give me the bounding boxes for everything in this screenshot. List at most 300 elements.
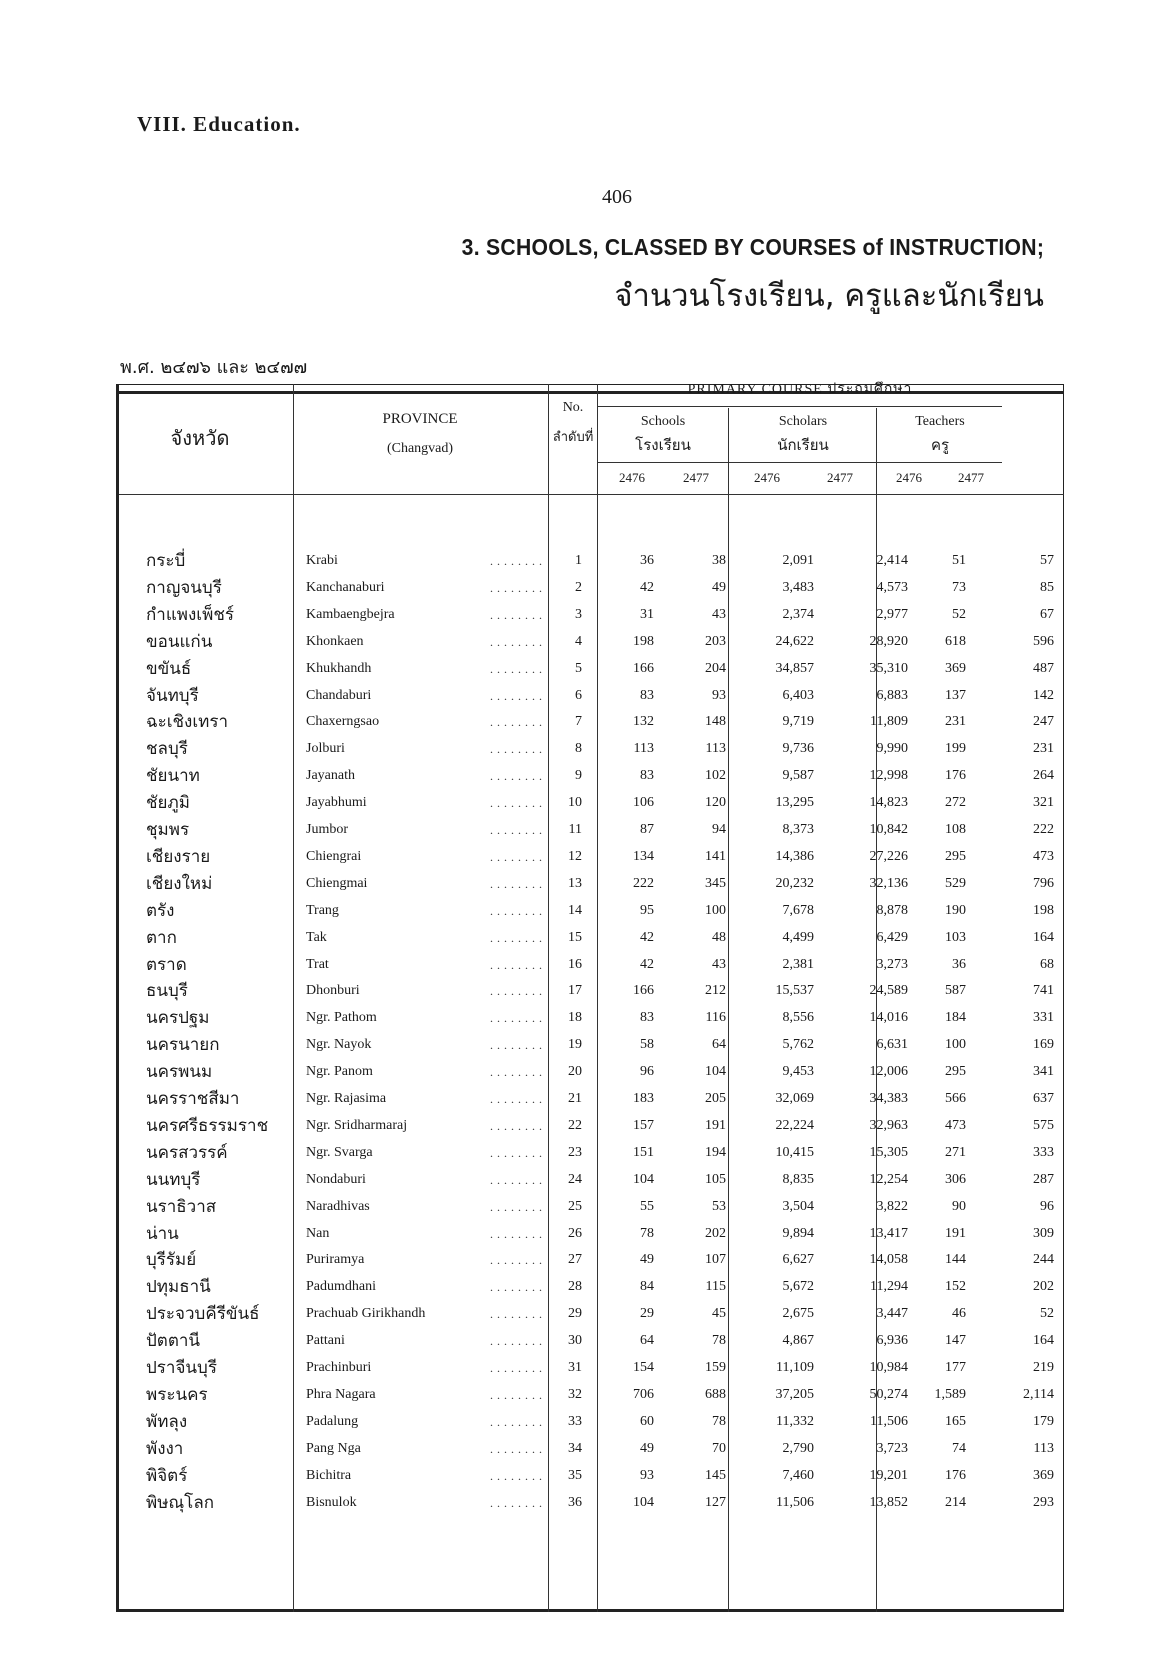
province-thai: นครพนม (146, 1062, 213, 1083)
page-number: 406 (602, 186, 632, 208)
row-number: 15 (568, 929, 582, 945)
cell-value: 22,224 (775, 1117, 814, 1133)
table-row (116, 1274, 1064, 1301)
province-name: Chiengmai (306, 875, 368, 891)
leader-dots: ........ (490, 876, 546, 891)
header-schools: Schools (640, 414, 686, 429)
cell-value: 244 (1033, 1252, 1054, 1268)
cell-value: 113 (633, 741, 654, 757)
cell-value: 2,091 (782, 553, 814, 568)
cell-value: 43 (712, 606, 726, 622)
cell-value: 369 (945, 660, 966, 676)
cell-value: 637 (1033, 1091, 1054, 1106)
cell-value: 83 (640, 1010, 654, 1026)
province-name: Jolburi (306, 741, 345, 757)
province-name: Bichitra (306, 1467, 352, 1483)
cell-value: 222 (1033, 822, 1054, 837)
province-thai: ชลบุรี (146, 739, 188, 760)
leader-dots: ........ (490, 715, 546, 730)
cell-value: 134 (633, 848, 654, 864)
row-number: 32 (568, 1386, 582, 1402)
table-row (116, 1409, 1064, 1436)
cell-value: 157 (633, 1117, 654, 1133)
cell-value: 70 (712, 1440, 726, 1456)
cell-value: 231 (945, 714, 966, 730)
row-number: 10 (568, 795, 582, 811)
province-thai: นครปฐม (146, 1008, 210, 1029)
leader-dots: ........ (490, 607, 546, 622)
province-name: Ngr. Svarga (306, 1144, 373, 1160)
cell-value: 100 (705, 902, 726, 918)
row-number: 14 (568, 902, 582, 918)
province-name: Nan (306, 1225, 330, 1241)
cell-value: 24,622 (775, 633, 814, 649)
cell-value: 34,383 (869, 1091, 908, 1106)
header-year: 2477 (827, 470, 853, 485)
cell-value: 176 (945, 1467, 966, 1483)
province-thai: จันทบุรี (146, 685, 199, 706)
leader-dots: ........ (490, 1118, 546, 1133)
province-name: Ngr. Nayok (306, 1037, 372, 1053)
row-number: 4 (575, 633, 582, 649)
table-row (116, 952, 1064, 979)
row-number: 5 (575, 660, 582, 676)
cell-value: 331 (1033, 1010, 1054, 1026)
cell-value: 113 (1033, 1440, 1054, 1456)
cell-value: 166 (633, 983, 654, 999)
row-number: 34 (568, 1440, 582, 1456)
province-thai: ปัตตานี (146, 1331, 201, 1352)
province-name: Ngr. Sridharmaraj (306, 1117, 408, 1133)
leader-dots: ........ (490, 1226, 546, 1241)
cell-value: 2,114 (1023, 1386, 1054, 1402)
province-name: Jayabhumi (306, 795, 367, 811)
cell-value: 369 (1033, 1467, 1054, 1483)
leader-dots: ........ (490, 1280, 546, 1295)
row-number: 20 (568, 1064, 582, 1080)
cell-value: 6,627 (782, 1252, 814, 1268)
province-thai: ปราจีนบุรี (146, 1358, 217, 1378)
cell-value: 3,447 (876, 1306, 908, 1322)
cell-value: 36 (952, 956, 966, 972)
cell-value: 145 (705, 1467, 726, 1483)
cell-value: 105 (705, 1171, 726, 1187)
cell-value: 100 (945, 1037, 966, 1053)
cell-value: 214 (945, 1494, 966, 1510)
province-thai: ประจวบคีรีขันธ์ (146, 1304, 260, 1325)
cell-value: 5,672 (782, 1279, 814, 1295)
cell-value: 191 (945, 1225, 966, 1241)
table-row (116, 817, 1064, 844)
cell-value: 529 (945, 875, 966, 891)
cell-value: 57 (1040, 553, 1054, 568)
table-row (116, 548, 1064, 575)
leader-dots: ........ (490, 1495, 546, 1510)
cell-value: 103 (945, 929, 966, 945)
table-row (116, 656, 1064, 683)
leader-dots: ........ (490, 554, 546, 568)
table-row (116, 898, 1064, 925)
cell-value: 183 (633, 1091, 654, 1106)
header-year: 2477 (958, 470, 984, 485)
table-row (116, 602, 1064, 629)
province-name: Chaxerngsao (306, 714, 380, 730)
cell-value: 10,842 (869, 822, 908, 837)
table-row (116, 1005, 1064, 1032)
cell-value: 4,499 (782, 929, 814, 945)
table-row (116, 1113, 1064, 1140)
cell-value: 148 (705, 714, 726, 730)
table-row (116, 790, 1064, 817)
province-thai: ปทุมธานี (146, 1277, 211, 1298)
header-thai-province: จังหวัด (170, 426, 230, 450)
header-teachers: Teachers (915, 414, 965, 429)
province-name: Nondaburi (306, 1171, 366, 1187)
cell-value: 83 (640, 768, 654, 784)
cell-value: 6,403 (782, 687, 814, 703)
table-row (116, 978, 1064, 1005)
cell-value: 29 (640, 1306, 654, 1322)
row-number: 17 (568, 983, 582, 999)
cell-value: 4,867 (782, 1333, 814, 1349)
leader-dots: ........ (490, 957, 546, 972)
leader-dots: ........ (490, 823, 546, 837)
cell-value: 116 (705, 1010, 726, 1026)
province-thai: กาญจนบุรี (146, 577, 222, 598)
province-thai: ขอนแก่น (146, 631, 213, 652)
leader-dots: ........ (490, 580, 546, 595)
cell-value: 4,573 (876, 579, 908, 595)
cell-value: 15,305 (869, 1144, 908, 1160)
cell-value: 6,883 (876, 687, 908, 703)
leader-dots: ........ (490, 984, 546, 999)
cell-value: 202 (1033, 1279, 1054, 1295)
row-number: 8 (575, 741, 582, 757)
cell-value: 27,226 (869, 848, 908, 864)
leader-dots: ........ (490, 1172, 546, 1187)
cell-value: 24,589 (869, 983, 908, 999)
row-number: 16 (568, 956, 582, 972)
leader-dots: ........ (490, 1468, 546, 1483)
table-row (116, 1086, 1064, 1113)
header-province: PROVINCE (382, 411, 458, 427)
cell-value: 120 (705, 795, 726, 811)
cell-value: 42 (640, 579, 654, 595)
cell-value: 78 (712, 1333, 726, 1349)
cell-value: 11,506 (870, 1413, 908, 1429)
province-name: Bisnulok (306, 1494, 357, 1510)
cell-value: 1,589 (934, 1386, 966, 1402)
province-name: Naradhivas (306, 1198, 370, 1214)
cell-value: 202 (705, 1225, 726, 1241)
province-thai: พัทลุง (146, 1411, 188, 1432)
cell-value: 141 (705, 848, 726, 864)
cell-value: 113 (705, 741, 726, 757)
table-row (116, 1301, 1064, 1328)
cell-value: 106 (633, 795, 654, 811)
table-row (116, 1490, 1064, 1517)
cell-value: 9,894 (782, 1225, 814, 1241)
table-row (116, 1463, 1064, 1490)
cell-value: 32,069 (775, 1091, 814, 1106)
cell-value: 132 (633, 714, 654, 730)
cell-value: 43 (712, 956, 726, 972)
province-thai: นราธิวาส (146, 1196, 217, 1217)
row-number: 26 (568, 1225, 582, 1241)
province-thai: บุรีรัมย์ (146, 1250, 197, 1271)
leader-dots: ........ (490, 1253, 546, 1268)
cell-value: 11,809 (870, 714, 908, 730)
cell-value: 20,232 (775, 875, 814, 891)
cell-value: 2,414 (876, 553, 908, 568)
leader-dots: ........ (490, 1441, 546, 1456)
cell-value: 38 (712, 553, 726, 568)
province-thai: ชัยภูมิ (146, 793, 190, 814)
cell-value: 64 (640, 1333, 654, 1349)
cell-value: 741 (1033, 983, 1054, 999)
row-number: 1 (575, 553, 582, 568)
cell-value: 90 (952, 1198, 966, 1214)
cell-value: 50,274 (869, 1386, 908, 1402)
cell-value: 8,878 (876, 902, 908, 918)
row-number: 25 (568, 1198, 582, 1214)
table-row (116, 1059, 1064, 1086)
cell-value: 74 (952, 1440, 966, 1456)
province-name: Tak (306, 929, 327, 945)
table-row (116, 736, 1064, 763)
cell-value: 345 (705, 875, 726, 891)
province-thai: ขขันธ์ (146, 658, 192, 679)
cell-value: 169 (1033, 1037, 1054, 1053)
cell-value: 64 (712, 1037, 726, 1053)
header-rule (119, 494, 1064, 495)
cell-value: 115 (705, 1279, 726, 1295)
table-row (116, 925, 1064, 952)
cell-value: 93 (712, 687, 726, 703)
cell-value: 87 (640, 822, 654, 837)
cell-value: 9,719 (782, 714, 814, 730)
row-number: 18 (568, 1010, 582, 1026)
cell-value: 96 (1040, 1198, 1054, 1214)
leader-dots: ........ (490, 769, 546, 784)
cell-value: 3,822 (876, 1198, 908, 1214)
table-row (116, 1382, 1064, 1409)
cell-value: 154 (633, 1360, 654, 1375)
row-number: 13 (568, 875, 582, 891)
cell-value: 34,857 (775, 660, 814, 676)
cell-value: 309 (1033, 1225, 1054, 1241)
province-thai: เชียงใหม่ (146, 873, 213, 894)
year-note: พ.ศ. ๒๔๗๖ และ ๒๔๗๗ (120, 357, 308, 378)
cell-value: 42 (640, 956, 654, 972)
header-scholars: Scholars (778, 414, 828, 429)
cell-value: 78 (640, 1225, 654, 1241)
cell-value: 147 (945, 1333, 966, 1349)
leader-dots: ........ (490, 1199, 546, 1214)
cell-value: 473 (1033, 848, 1054, 864)
province-name: Kambaengbejra (306, 606, 395, 622)
cell-value: 85 (1040, 579, 1054, 595)
cell-value: 52 (1040, 1306, 1054, 1322)
cell-value: 84 (640, 1279, 654, 1295)
cell-value: 3,483 (782, 579, 814, 595)
table-row (116, 1247, 1064, 1274)
cell-value: 68 (1040, 956, 1054, 972)
row-number: 30 (568, 1333, 582, 1349)
province-name: Trang (306, 902, 339, 918)
province-thai: พังงา (146, 1438, 184, 1459)
cell-value: 219 (1033, 1360, 1054, 1375)
cell-value: 45 (712, 1306, 726, 1322)
cell-value: 6,429 (876, 929, 908, 945)
leader-dots: ........ (490, 1145, 546, 1160)
province-thai: พระนคร (146, 1384, 208, 1405)
cell-value: 96 (640, 1064, 654, 1080)
header-no-thai: ลำดับที่ (552, 430, 594, 445)
cell-value: 199 (945, 741, 966, 757)
cell-value: 7,460 (782, 1467, 814, 1483)
leader-dots: ........ (490, 930, 546, 945)
header-year: 2476 (896, 470, 922, 485)
leader-dots: ........ (490, 849, 546, 864)
cell-value: 49 (640, 1252, 654, 1268)
table-row (116, 1167, 1064, 1194)
cell-value: 272 (945, 795, 966, 811)
table-row (116, 1436, 1064, 1463)
province-thai: นนทบุรี (146, 1169, 201, 1190)
header-year: 2476 (619, 470, 645, 485)
cell-value: 14,058 (869, 1252, 908, 1268)
cell-value: 108 (945, 822, 966, 837)
header-scholars-thai: นักเรียน (777, 436, 829, 454)
cell-value: 198 (633, 633, 654, 649)
cell-value: 271 (945, 1144, 966, 1160)
cell-value: 73 (952, 579, 966, 595)
cell-value: 19,201 (869, 1467, 908, 1483)
province-name: Dhonburi (306, 983, 360, 999)
province-thai: น่าน (146, 1223, 179, 1244)
province-name: Kanchanaburi (306, 579, 385, 595)
cell-value: 3,273 (876, 956, 908, 972)
cell-value: 49 (712, 579, 726, 595)
cell-value: 194 (705, 1144, 726, 1160)
cell-value: 166 (633, 660, 654, 676)
cell-value: 688 (705, 1386, 726, 1402)
row-number: 21 (568, 1091, 582, 1106)
row-number: 31 (568, 1360, 582, 1375)
cell-value: 46 (952, 1306, 966, 1322)
cell-value: 36 (640, 553, 654, 568)
table-row (116, 683, 1064, 710)
province-thai: ตาก (146, 927, 177, 948)
cell-value: 10,984 (869, 1360, 908, 1375)
cell-value: 222 (633, 875, 654, 891)
province-thai: พิษณุโลก (146, 1492, 215, 1513)
province-name: Chandaburi (306, 687, 372, 703)
cell-value: 164 (1033, 929, 1054, 945)
cell-value: 2,790 (782, 1440, 814, 1456)
leader-dots: ........ (490, 1065, 546, 1080)
leader-dots: ........ (490, 634, 546, 649)
cell-value: 15,537 (775, 983, 814, 999)
cell-value: 28,920 (869, 633, 908, 649)
cell-value: 190 (945, 902, 966, 918)
cell-value: 137 (945, 687, 966, 703)
leader-dots: ........ (490, 1307, 546, 1322)
province-thai: พิจิตร์ (146, 1465, 188, 1486)
table-row (116, 844, 1064, 871)
header-rule (597, 406, 1002, 407)
row-number: 27 (568, 1252, 582, 1268)
province-name: Phra Nagara (306, 1386, 376, 1402)
cell-value: 12,254 (869, 1171, 908, 1187)
table-row (116, 1328, 1064, 1355)
leader-dots: ........ (490, 796, 546, 811)
cell-value: 151 (633, 1144, 654, 1160)
cell-value: 341 (1033, 1064, 1054, 1080)
cell-value: 6,936 (876, 1333, 908, 1349)
province-name: Ngr. Pathom (306, 1010, 377, 1026)
cell-value: 566 (945, 1091, 966, 1106)
cell-value: 212 (705, 983, 726, 999)
cell-value: 5,762 (782, 1037, 814, 1053)
leader-dots: ........ (490, 1011, 546, 1026)
leader-dots: ........ (490, 1361, 546, 1375)
header-changvad: (Changvad) (386, 441, 454, 456)
cell-value: 198 (1033, 902, 1054, 918)
cell-value: 487 (1033, 660, 1054, 676)
table-row (116, 871, 1064, 898)
province-name: Prachuab Girikhandh (306, 1306, 426, 1322)
cell-value: 13,417 (869, 1225, 908, 1241)
province-thai: ตราด (146, 954, 187, 975)
cell-value: 706 (633, 1386, 654, 1402)
cell-value: 48 (712, 929, 726, 945)
cell-value: 321 (1033, 795, 1054, 811)
table-row (116, 1221, 1064, 1248)
cell-value: 6,631 (876, 1037, 908, 1053)
leader-dots: ........ (490, 688, 546, 703)
row-number: 2 (575, 579, 582, 595)
cell-value: 13,295 (775, 795, 814, 811)
province-thai: นครราชสีมา (146, 1089, 240, 1109)
cell-value: 306 (945, 1171, 966, 1187)
cell-value: 176 (945, 768, 966, 784)
row-number: 9 (575, 768, 582, 784)
cell-value: 2,374 (782, 606, 814, 622)
province-name: Prachinburi (306, 1360, 372, 1375)
header-year: 2477 (683, 470, 709, 485)
cell-value: 14,386 (775, 848, 814, 864)
header-schools-thai: โรงเรียน (635, 436, 691, 454)
cell-value: 11,332 (776, 1413, 814, 1429)
province-name: Khukhandh (306, 660, 372, 676)
cell-value: 144 (945, 1252, 966, 1268)
cell-value: 83 (640, 687, 654, 703)
cell-value: 53 (712, 1198, 726, 1214)
row-number: 35 (568, 1467, 582, 1483)
leader-dots: ........ (490, 1038, 546, 1053)
cell-value: 2,381 (782, 956, 814, 972)
row-number: 36 (568, 1494, 582, 1510)
cell-value: 8,835 (782, 1171, 814, 1187)
table-row (116, 709, 1064, 736)
header-teachers-thai: ครู (930, 436, 950, 454)
row-number: 23 (568, 1144, 582, 1160)
cell-value: 11,294 (870, 1279, 908, 1295)
cell-value: 247 (1033, 714, 1054, 730)
row-number: 7 (575, 714, 582, 730)
